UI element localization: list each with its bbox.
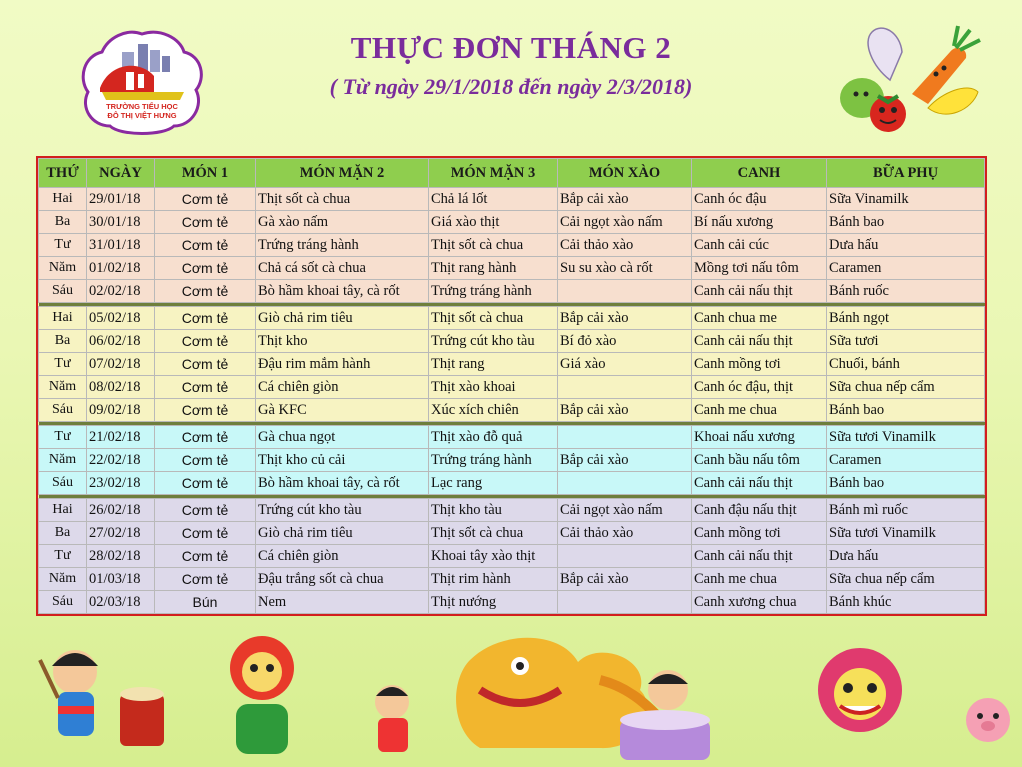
cell-mon1: Cơm tẻ <box>155 376 256 399</box>
cell-mon-man-2: Nem <box>256 591 429 614</box>
cell-thu: Hai <box>39 188 87 211</box>
cell-canh: Canh bầu nấu tôm <box>692 449 827 472</box>
cell-canh: Canh me chua <box>692 568 827 591</box>
cell-ngay: 29/01/18 <box>87 188 155 211</box>
cell-mon-man-2: Thịt kho <box>256 330 429 353</box>
cell-thu: Hai <box>39 499 87 522</box>
kid-icon <box>375 685 409 752</box>
cell-mon-xao: Bắp cải xào <box>558 399 692 422</box>
table-row <box>39 188 985 211</box>
cell-mon-man-3: Thịt xào đỗ quả <box>429 426 558 449</box>
cell-canh: Mồng tơi nấu tôm <box>692 257 827 280</box>
cell-ngay: 21/02/18 <box>87 426 155 449</box>
piggy-kid-icon <box>966 698 1010 742</box>
cell-mon-man-3: Thịt kho tàu <box>429 499 558 522</box>
lion-dance-festival-icon <box>0 620 1022 767</box>
cell-bua-phu: Chuối, bánh <box>827 353 985 376</box>
cell-thu: Tư <box>39 234 87 257</box>
cell-mon-man-3: Trứng tráng hành <box>429 449 558 472</box>
cell-canh: Canh xương chua <box>692 591 827 614</box>
cell-bua-phu: Bánh mì ruốc <box>827 499 985 522</box>
cell-mon-xao: Cải thảo xào <box>558 234 692 257</box>
menu-table <box>38 158 985 614</box>
cell-canh: Canh cải nấu thịt <box>692 472 827 495</box>
cell-ngay: 07/02/18 <box>87 353 155 376</box>
cell-mon1: Cơm tẻ <box>155 188 256 211</box>
table-row <box>39 568 985 591</box>
cell-mon-xao: Bắp cải xào <box>558 449 692 472</box>
cell-mon1: Cơm tẻ <box>155 211 256 234</box>
cell-mon-man-2: Bò hầm khoai tây, cà rốt <box>256 280 429 303</box>
cell-bua-phu: Bánh ngọt <box>827 307 985 330</box>
cell-mon1: Cơm tẻ <box>155 353 256 376</box>
col-header-mon-man-2: MÓN MẶN 2 <box>256 159 429 188</box>
table-row <box>39 449 985 472</box>
table-row <box>39 234 985 257</box>
cell-bua-phu: Dưa hấu <box>827 234 985 257</box>
cell-mon-xao <box>558 472 692 495</box>
drum-icon <box>620 710 710 760</box>
cell-thu: Sáu <box>39 591 87 614</box>
cell-mon1: Cơm tẻ <box>155 234 256 257</box>
cell-mon1: Cơm tẻ <box>155 568 256 591</box>
cell-mon-xao: Bắp cải xào <box>558 568 692 591</box>
cell-mon-xao <box>558 545 692 568</box>
cell-thu: Hai <box>39 307 87 330</box>
cell-mon-xao <box>558 591 692 614</box>
cell-thu: Năm <box>39 257 87 280</box>
cell-thu: Ba <box>39 330 87 353</box>
cell-mon1: Cơm tẻ <box>155 522 256 545</box>
cell-mon-xao: Su su xào cà rốt <box>558 257 692 280</box>
col-header-canh: CANH <box>692 159 827 188</box>
cell-bua-phu: Sữa tươi Vinamilk <box>827 426 985 449</box>
page-subtitle: ( Từ ngày 29/1/2018 đến ngày 2/3/2018) <box>329 74 693 99</box>
cell-mon-man-2: Gà KFC <box>256 399 429 422</box>
cell-thu: Tư <box>39 353 87 376</box>
cell-mon-xao <box>558 376 692 399</box>
cell-mon-man-3: Giá xào thịt <box>429 211 558 234</box>
table-row <box>39 426 985 449</box>
lion-head-icon <box>818 648 902 732</box>
cell-thu: Sáu <box>39 280 87 303</box>
cell-thu: Sáu <box>39 399 87 422</box>
cell-mon-xao: Giá xào <box>558 353 692 376</box>
table-row <box>39 399 985 422</box>
cell-bua-phu: Sữa tươi Vinamilk <box>827 522 985 545</box>
cell-ngay: 23/02/18 <box>87 472 155 495</box>
cell-mon-man-3: Thịt rim hành <box>429 568 558 591</box>
lion-child-icon <box>230 636 294 754</box>
table-row <box>39 499 985 522</box>
cell-thu: Năm <box>39 376 87 399</box>
cell-thu: Năm <box>39 449 87 472</box>
cell-mon-man-2: Chả cá sốt cà chua <box>256 257 429 280</box>
cell-mon-xao <box>558 280 692 303</box>
cell-mon-xao: Bắp cải xào <box>558 307 692 330</box>
cell-ngay: 06/02/18 <box>87 330 155 353</box>
cell-mon-man-2: Giò chả rim tiêu <box>256 307 429 330</box>
cell-mon-man-2: Cá chiên giòn <box>256 545 429 568</box>
cell-mon1: Cơm tẻ <box>155 472 256 495</box>
table-row <box>39 307 985 330</box>
cell-mon-man-3: Thịt sốt cà chua <box>429 522 558 545</box>
cell-mon-xao: Bắp cải xào <box>558 188 692 211</box>
kid-icon <box>648 670 688 710</box>
cell-mon-man-2: Đậu trắng sốt cà chua <box>256 568 429 591</box>
cell-thu: Tư <box>39 545 87 568</box>
cell-canh: Canh mồng tơi <box>692 522 827 545</box>
menu-table-body <box>39 188 985 614</box>
cell-ngay: 02/02/18 <box>87 280 155 303</box>
cell-mon-man-2: Thịt sốt cà chua <box>256 188 429 211</box>
logo-text-line1: TRƯỜNG TIỂU HỌC <box>106 102 178 111</box>
cell-mon-man-2: Trứng cút kho tàu <box>256 499 429 522</box>
cell-bua-phu: Sữa chua nếp cẩm <box>827 376 985 399</box>
cell-bua-phu: Caramen <box>827 449 985 472</box>
col-header-thu: THỨ <box>39 159 87 188</box>
cell-mon-man-3: Chả lá lốt <box>429 188 558 211</box>
cell-mon1: Cơm tẻ <box>155 330 256 353</box>
cell-ngay: 02/03/18 <box>87 591 155 614</box>
cell-mon1: Bún <box>155 591 256 614</box>
cell-mon-xao: Cải ngọt xào nấm <box>558 499 692 522</box>
cell-mon-man-2: Gà xào nấm <box>256 211 429 234</box>
cell-thu: Sáu <box>39 472 87 495</box>
cell-mon-man-2: Gà chua ngọt <box>256 426 429 449</box>
cell-bua-phu: Caramen <box>827 257 985 280</box>
cell-ngay: 01/02/18 <box>87 257 155 280</box>
table-row <box>39 330 985 353</box>
drummer-boy-icon <box>40 650 164 746</box>
logo-text-line2: ĐÔ THỊ VIỆT HƯNG <box>107 111 177 120</box>
cell-mon1: Cơm tẻ <box>155 426 256 449</box>
cell-mon-man-2: Trứng tráng hành <box>256 234 429 257</box>
cell-bua-phu: Sữa tươi <box>827 330 985 353</box>
cell-mon-xao <box>558 426 692 449</box>
cell-ngay: 26/02/18 <box>87 499 155 522</box>
cell-mon-man-3: Xúc xích chiên <box>429 399 558 422</box>
cell-mon1: Cơm tẻ <box>155 399 256 422</box>
cell-canh: Canh me chua <box>692 399 827 422</box>
cell-mon-man-2: Bò hầm khoai tây, cà rốt <box>256 472 429 495</box>
cell-ngay: 28/02/18 <box>87 545 155 568</box>
cell-bua-phu: Bánh bao <box>827 399 985 422</box>
cell-mon-man-2: Thịt kho củ cải <box>256 449 429 472</box>
cell-ngay: 30/01/18 <box>87 211 155 234</box>
cell-bua-phu: Sữa Vinamilk <box>827 188 985 211</box>
cell-thu: Ba <box>39 522 87 545</box>
table-row <box>39 257 985 280</box>
cell-canh: Canh chua me <box>692 307 827 330</box>
cell-ngay: 31/01/18 <box>87 234 155 257</box>
cell-mon-man-3: Thịt sốt cà chua <box>429 307 558 330</box>
col-header-mon-xao: MÓN XÀO <box>558 159 692 188</box>
cell-mon-man-3: Thịt rang hành <box>429 257 558 280</box>
cell-bua-phu: Sữa chua nếp cẩm <box>827 568 985 591</box>
col-header-bua-phu: BỮA PHỤ <box>827 159 985 188</box>
cell-mon-xao: Cải thảo xào <box>558 522 692 545</box>
vegetables-icon <box>832 22 982 134</box>
cell-mon-man-3: Trứng tráng hành <box>429 280 558 303</box>
col-header-ngay: NGÀY <box>87 159 155 188</box>
cell-mon-man-2: Cá chiên giòn <box>256 376 429 399</box>
cell-canh: Canh óc đậu <box>692 188 827 211</box>
cell-ngay: 01/03/18 <box>87 568 155 591</box>
cell-canh: Canh mồng tơi <box>692 353 827 376</box>
cell-mon-xao: Bí đỏ xào <box>558 330 692 353</box>
cell-canh: Canh cải nấu thịt <box>692 545 827 568</box>
table-row <box>39 545 985 568</box>
cell-thu: Năm <box>39 568 87 591</box>
cell-mon-man-3: Thịt nướng <box>429 591 558 614</box>
cell-ngay: 22/02/18 <box>87 449 155 472</box>
page-title: THỰC ĐƠN THÁNG 2 <box>350 30 672 65</box>
cell-canh: Canh cải nấu thịt <box>692 330 827 353</box>
cell-ngay: 08/02/18 <box>87 376 155 399</box>
cell-ngay: 05/02/18 <box>87 307 155 330</box>
cell-thu: Tư <box>39 426 87 449</box>
cell-thu: Ba <box>39 211 87 234</box>
cell-mon-xao: Cải ngọt xào nấm <box>558 211 692 234</box>
cell-mon-man-3: Trứng cút kho tàu <box>429 330 558 353</box>
table-row <box>39 353 985 376</box>
cell-mon1: Cơm tẻ <box>155 449 256 472</box>
table-header-row <box>39 159 985 188</box>
cell-mon1: Cơm tẻ <box>155 499 256 522</box>
cell-canh: Bí nấu xương <box>692 211 827 234</box>
cell-mon-man-3: Thịt rang <box>429 353 558 376</box>
cell-mon1: Cơm tẻ <box>155 545 256 568</box>
cell-ngay: 09/02/18 <box>87 399 155 422</box>
cell-bua-phu: Bánh khúc <box>827 591 985 614</box>
cell-canh: Canh đậu nấu thịt <box>692 499 827 522</box>
cell-mon-man-3: Thịt xào khoai <box>429 376 558 399</box>
table-row <box>39 522 985 545</box>
cell-canh: Canh óc đậu, thịt <box>692 376 827 399</box>
cell-mon-man-3: Thịt sốt cà chua <box>429 234 558 257</box>
cell-ngay: 27/02/18 <box>87 522 155 545</box>
cell-mon-man-3: Khoai tây xào thịt <box>429 545 558 568</box>
cell-canh: Canh cải cúc <box>692 234 827 257</box>
table-row <box>39 211 985 234</box>
cell-mon-man-3: Lạc rang <box>429 472 558 495</box>
cell-canh: Canh cải nấu thịt <box>692 280 827 303</box>
table-row <box>39 591 985 614</box>
cell-mon1: Cơm tẻ <box>155 307 256 330</box>
table-row <box>39 280 985 303</box>
cell-mon-man-2: Giò chả rim tiêu <box>256 522 429 545</box>
cell-mon1: Cơm tẻ <box>155 257 256 280</box>
col-header-mon-man-3: MÓN MẶN 3 <box>429 159 558 188</box>
cell-mon-man-2: Đậu rim mắm hành <box>256 353 429 376</box>
cell-bua-phu: Bánh ruốc <box>827 280 985 303</box>
table-row <box>39 376 985 399</box>
cell-bua-phu: Bánh bao <box>827 472 985 495</box>
cell-bua-phu: Dưa hấu <box>827 545 985 568</box>
cell-bua-phu: Bánh bao <box>827 211 985 234</box>
col-header-mon1: MÓN 1 <box>155 159 256 188</box>
cell-canh: Khoai nấu xương <box>692 426 827 449</box>
cell-mon1: Cơm tẻ <box>155 280 256 303</box>
table-row <box>39 472 985 495</box>
